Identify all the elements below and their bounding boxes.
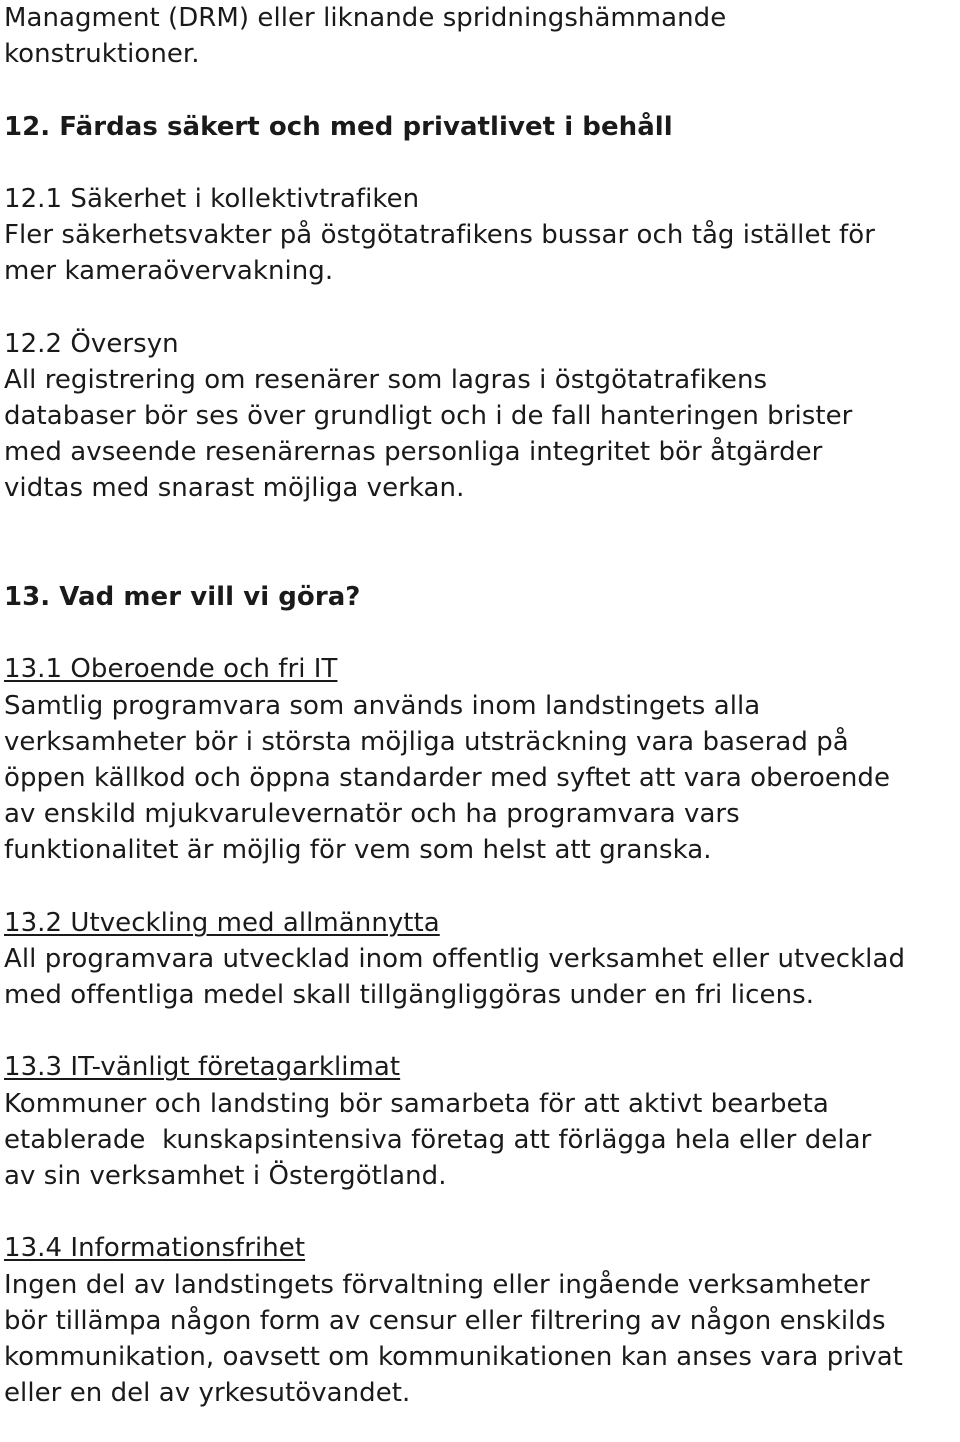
subsection-title: 13.2 Utveckling med allmännytta [4,907,440,938]
paragraph-line: etablerade kunskapsintensiva företag att förlägga hela eller delar [4,1124,872,1155]
paragraph-line: Managment (DRM) eller liknande spridningshämmande [4,3,727,33]
paragraph-line: databaser bör ses över grundligt och i de fall hanteringen brister [4,401,853,432]
section-13-heading: 13. Vad mer vill vi göra? [4,582,361,612]
paragraph-line: Fler säkerhetsvakter på östgötatrafikens bussar och tåg istället för [4,220,875,251]
paragraph-line: kommunikation, oavsett om kommunikationen kan anses vara privat [4,1341,903,1372]
paragraph-line: av sin verksamhet i Östergötland. [4,1161,447,1191]
paragraph-line: med avseende resenärernas personliga integritet bör åtgärder [4,437,823,468]
section-12-1 [4,181,960,290]
paragraph-line: av enskild mjukvarulevernatör och ha programvara vars [4,799,740,830]
document-page [4,0,960,1411]
paragraph-line: funktionalitet är möjlig för vem som helst att granska. [4,835,712,866]
section-12-heading: 12. Färdas säkert och med privatlivet i behåll [4,111,673,142]
subsection-title: 13.4 Informationsfrihet [4,1233,306,1264]
paragraph-line: Ingen del av landstingets förvaltning eller ingående verksamheter [4,1269,870,1300]
section-12-2 [4,326,960,507]
subsection-title: 13.1 Oberoende och fri IT [4,654,338,685]
subsection-title: 12.1 Säkerhet i kollektivtrafiken [4,183,420,214]
paragraph-line: öppen källkod och öppna standarder med syftet att vara oberoende [4,762,891,793]
paragraph-line: mer kameraövervakning. [4,256,334,287]
intro-paragraph [4,0,960,72]
paragraph-line: All registrering om resenärer som lagras i östgötatrafikens [4,364,768,395]
section-13-3 [4,1049,960,1194]
paragraph-line: eller en del av yrkesutövandet. [4,1378,411,1409]
paragraph-line: Samtlig programvara som används inom landstingets alla [4,690,761,721]
paragraph-line: vidtas med snarast möjliga verkan. [4,473,465,504]
paragraph-line: Kommuner och landsting bör samarbeta för att aktivt bearbeta [4,1088,829,1119]
section-13-2 [4,905,960,1014]
section-13-1 [4,651,960,868]
subsection-title: 12.2 Översyn [4,328,179,359]
paragraph-line: All programvara utvecklad inom offentlig verksamhet eller utvecklad [4,943,905,974]
paragraph-line: bör tillämpa någon form av censur eller filtrering av någon enskilds [4,1305,886,1336]
paragraph-line: konstruktioner. [4,39,200,70]
paragraph-line: med offentliga medel skall tillgängliggöras under en fri licens. [4,980,815,1011]
section-13-4 [4,1230,960,1411]
paragraph-line: verksamheter bör i största möjliga utsträckning vara baserad på [4,726,849,757]
subsection-title: 13.3 IT-vänligt företagarklimat [4,1052,401,1083]
